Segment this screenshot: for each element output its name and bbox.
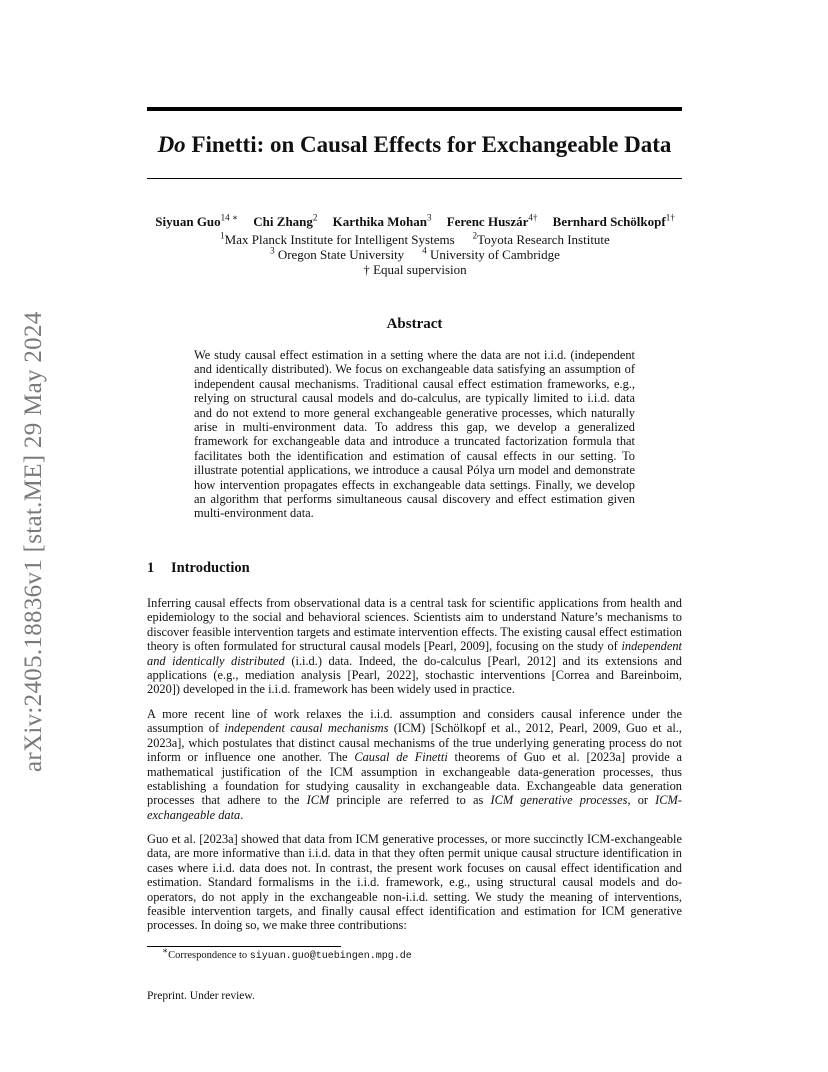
author-sup: 3 [426, 212, 432, 223]
title-rest: Finetti: on Causal Effects for Exchangeable Data [185, 132, 672, 157]
footnote-rule [147, 946, 341, 947]
author-sup: 2 [312, 212, 318, 223]
footnote: ∗Correspondence to siyuan.guo@tuebingen.mpg.de [162, 945, 412, 962]
title-bottom-rule [147, 178, 682, 179]
section-title: Introduction [171, 560, 250, 576]
author-list [120, 214, 710, 229]
affiliation-line-1: $^1$Max Planck Institute for Intelligent Systems $^2$Toyota Research Institute [220, 230, 610, 247]
equal-supervision-note: † Equal supervision [363, 262, 467, 277]
author-sup: 4† [528, 212, 538, 223]
section-number: 1 [147, 560, 155, 576]
author-name: Ferenc Huszár [446, 214, 529, 229]
footnote-email: siyuan.guo@tuebingen.mpg.de [249, 951, 412, 962]
section-heading [147, 560, 250, 577]
intro-paragraph-3: Guo et al. [2023a] showed that data from ICM generative processes, or more succinctly ICM-exchangeable data, are more informative than i.i.d. data in that they often permit unique causal structure identification in cases where i.i.d. data does not. In contrast, the present work focuses on causal effect identification and estimation. Standard formalisms in the i.i.d. framework, e.g., using structural causal models and do-operators, do not apply in the exchangeable non-i.i.d. setting. We study the meaning of interventions, feasible intervention targets, and finally causal effect identification and estimation for ICM generative processes. In doing so, we make three contributions: [147, 832, 682, 933]
title-top-rule [147, 107, 682, 111]
intro-paragraph-2: A more recent line of work relaxes the i.i.d. assumption and considers causal inference under the assumption of independent causal mechanisms (ICM) [Schölkopf et al., 2012, Pearl, 2009, Guo et al., 2023a], which postulates that distinct causal mechanisms of the true underlying generating process do not inform or influence one another. The Causal de Finetti theorems of Guo et al. [2023a] provide a mathematical justification of the ICM assumption in exchangeable data-generation processes, thus establishing a foundation for studying causality in exchangeable data. Exchangeable data generation processes that adhere to the ICM principle are referred to as ICM generative processes, or ICM-exchangeable data. [147, 707, 682, 822]
abstract-heading: Abstract [386, 316, 443, 332]
title-italic: Do [157, 132, 186, 157]
author-name: Karthika Mohan [332, 214, 427, 229]
arxiv-identifier: arXiv:2405.18836v1 [stat.ME] 29 May 2024 [20, 311, 47, 772]
author-sup: 1† [665, 212, 675, 223]
author-name: Bernhard Schölkopf [552, 214, 666, 229]
preprint-notice: Preprint. Under review. [147, 990, 255, 1002]
abstract-body: We study causal effect estimation in a setting where the data are not i.i.d. (independent and identically distributed). We focus on exchangeable data satisfying an assumption of independent causal mechanisms. Traditional causal effect estimation frameworks, e.g., relying on structural causal models and do-calculus, are typically limited to i.i.d. data and do not extend to more general exchangeable generative processes, which naturally arise in multi-environment data. To address this gap, we develop a generalized framework for exchangeable data and introduce a truncated factorization formula that facilitates both the identification and estimation of causal effects in our setting. To illustrate potential applications, we introduce a causal Pólya urn model and demonstrate how intervention propagates effects in exchangeable data settings. Finally, we develop an algorithm that performs simultaneous causal discovery and effect estimation given multi-environment data. [194, 348, 635, 521]
author-name: Chi Zhang [253, 214, 313, 229]
paper-title [147, 131, 682, 159]
intro-paragraph-1: Inferring causal effects from observational data is a central task for scientific applications from health and epidemiology to the social and behavioral sciences. Scientists aim to understand Nature’s mechanisms to discover feasible intervention targets and estimate intervention effects. The existing causal effect estimation theory is often formulated for structural causal models [Pearl, 2009], focusing on the study of independent and identically distributed (i.i.d.) data. Indeed, the do-calculus [Pearl, 2012] and its extensions and applications (e.g., mediation analysis [Pearl, 2022], stochastic interventions [Correa and Bareinboim, 2020]) developed in the i.i.d. framework has been widely used in practice. [147, 596, 682, 697]
affiliation-line-2: $^3$ Oregon State University $^4$ University of Cambridge [270, 245, 560, 262]
author-name: Siyuan Guo [155, 214, 221, 229]
author-sup: 14 ∗ [220, 212, 239, 223]
